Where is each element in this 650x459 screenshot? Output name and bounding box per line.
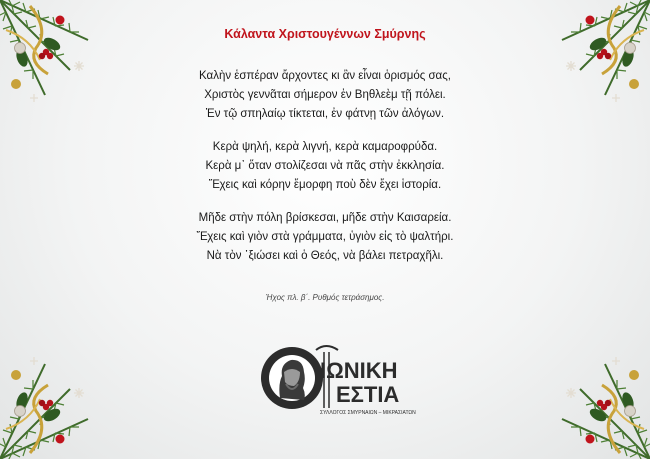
tone-rhythm-note: Ήχος πλ. β΄. Ρυθμός τετράσημος. <box>265 293 385 302</box>
poem-line: Κερὰ μ᾿ ὅταν στολίζεσαι νὰ πᾶς στὴν ἐκκλησία. <box>205 160 445 172</box>
poem-line: Ἐν τῷ σπηλαίῳ τίκτεται, ἐν φάτνῃ τῶν ἀλόγων. <box>205 108 445 120</box>
poem-line: Ἔχεις καὶ γιὸν στὰ γράμματα, ὑγιὸν εἰς τὸ ψαλτήρι. <box>196 231 454 243</box>
poem-line: Χριστὸς γεννᾶται σήμερον ἐν Βηθλεὲμ τῇ πόλει. <box>204 89 446 101</box>
stanza-2 <box>0 138 650 195</box>
poem-line: Ἔχεις καὶ κόρην ἔμορφη ποὺ δὲν ἔχει ἱστορία. <box>208 179 442 191</box>
logo-line-2: ΕΣΤΙΑ <box>336 382 400 407</box>
bottom-right-holly-decoration <box>550 329 650 459</box>
logo-line-1: ΙΩΝΙΚΗ <box>320 358 398 383</box>
poem-line: Κερὰ ψηλή, κερὰ λιγνή, κερὰ καμαροφρύδα. <box>212 141 438 153</box>
poem-title: Κάλαντα Χριστουγέννων Σμύρνης <box>224 27 426 41</box>
ioniki-estia-logo <box>258 338 430 426</box>
logo-subtitle: ΣΥΛΛΟΓΟΣ ΣΜΥΡΝΑΙΩΝ – ΜΙΚΡΑΣΙΑΤΩΝ <box>320 410 416 416</box>
poem-line: Μῆδε στὴν πόλη βρίσκεσαι, μῆδε στὴν Καισαρεία. <box>198 212 452 224</box>
stanza-1 <box>0 67 650 124</box>
poem-line: Νὰ τὸν ῾ξιώσει καὶ ὁ Θεός, νὰ βάλει πετραχῆλι. <box>206 250 444 262</box>
poem-line: Καλὴν ἑσπέραν ἄρχοντες κι ἂν εἶναι ὁρισμός σας, <box>199 70 451 82</box>
stanza-3 <box>0 209 650 266</box>
bottom-left-holly-decoration <box>0 329 100 459</box>
